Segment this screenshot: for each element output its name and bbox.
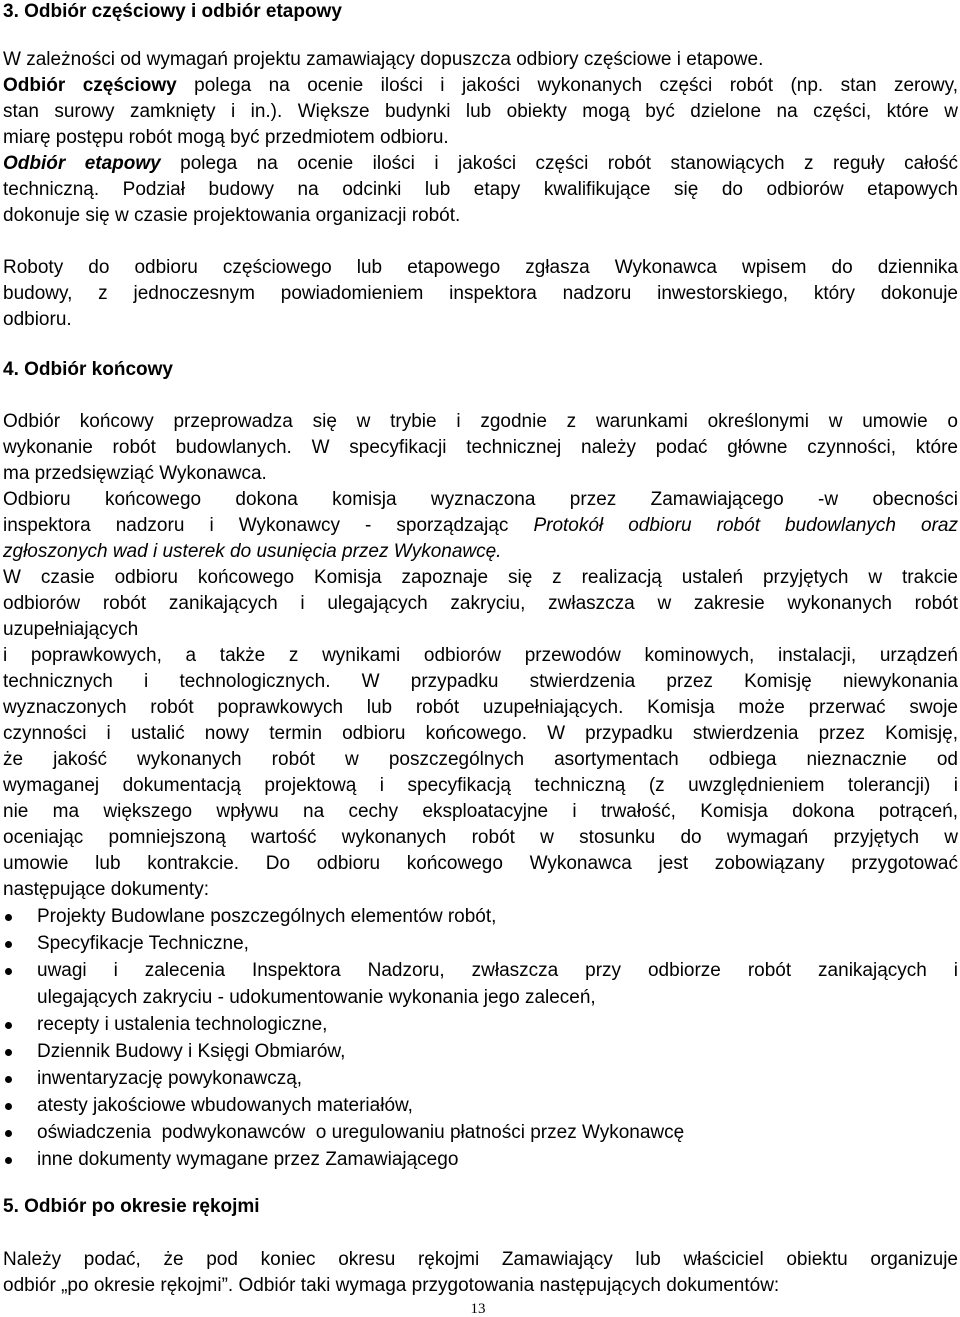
paragraph-line: inspektora nadzoru i Wykonawcy - sporządzając Protokół odbioru robót budowlanych oraz [3,515,958,536]
paragraph-line: odbiorów robót zanikających i ulegających zakryciu, zwłaszcza w zakresie wykonanych robót [3,593,958,614]
bullet-icon [5,914,12,921]
list-item: inwentaryzację powykonawczą, [3,1065,958,1092]
paragraph-line: Należy podać, że pod koniec okresu rękojmi Zamawiający lub właściciel obiektu organizuje [3,1249,958,1270]
paragraph-line: technicznych i technologicznych. W przypadku stwierdzenia przez Komisję niewykonania [3,671,958,692]
bullet-icon [5,968,12,975]
section-heading-3: 3. Odbiór częściowy i odbiór etapowy [3,1,342,22]
section-heading-4: 4. Odbiór końcowy [3,359,173,380]
document-page [3,0,958,1317]
paragraph-line: wykonanie robót budowlanych. W specyfikacji technicznej należy podać główne czynności, które [3,437,958,458]
paragraph-line: odbiór „po okresie rękojmi”. Odbiór taki wymaga przygotowania następujących dokumentów: [3,1275,780,1296]
protocol-title: Protokół odbioru robót budowlanych oraz [533,515,958,536]
list-item: atesty jakościowe wbudowanych materiałów, [3,1092,958,1119]
required-documents-list [3,903,958,1173]
list-item: Dziennik Budowy i Księgi Obmiarów, [3,1038,958,1065]
paragraph-line: Odbiór etapowy polega na ocenie ilości i jakości części robót stanowiących z reguły całość [3,153,958,174]
section-heading-5: 5. Odbiór po okresie rękojmi [3,1196,260,1217]
paragraph-line: budowy, z jednoczesnym powiadomieniem inspektora nadzoru inwestorskiego, który dokonuje [3,283,958,304]
paragraph-line: Odbioru końcowego dokona komisja wyznaczona przez Zamawiającego -w obecności [3,489,958,510]
paragraph-line: Roboty do odbioru częściowego lub etapowego zgłasza Wykonawca wpisem do dziennika [3,257,958,278]
list-item: oświadczenia podwykonawców o uregulowaniu płatności przez Wykonawcę [3,1119,958,1146]
list-item: uwagi i zalecenia Inspektora Nadzoru, zwłaszcza przy odbiorze robót zanikających i ulegających zakryciu - udokumentowanie wykonania jego zaleceń, [3,957,958,1011]
page-number: 13 [470,1301,486,1317]
paragraph-line: zgłoszonych wad i usterek do usunięcia przez Wykonawcę. [3,541,502,562]
bullet-icon [5,1049,12,1056]
paragraph-line: wymaganej dokumentacją projektową i specyfikacją techniczną (z uwzględnieniem tolerancji) i [3,775,958,796]
paragraph-line: uzupełniających [3,619,139,640]
paragraph-line: następujące dokumenty: [3,879,209,900]
paragraph-line: techniczną. Podział budowy na odcinki lub etapy kwalifikujące się do odbiorów etapowych [3,179,958,200]
paragraph-line: ma przedsięwziąć Wykonawca. [3,463,267,484]
paragraph-line: i poprawkowych, a także z wynikami odbiorów przewodów kominowych, instalacji, urządzeń [3,645,958,666]
bullet-icon [5,1103,12,1110]
bullet-icon [5,1022,12,1029]
list-item: recepty i ustalenia technologiczne, [3,1011,958,1038]
paragraph-line: wyznaczonych robót poprawkowych lub robót uzupełniających. Komisja może przerwać swoje [3,697,958,718]
paragraph-line: odbioru. [3,309,72,330]
paragraph-line: czynności i ustalić nowy termin odbioru końcowego. W przypadku stwierdzenia przez Komisję, [3,723,958,744]
paragraph-line: umowie lub kontrakcie. Do odbioru końcowego Wykonawca jest zobowiązany przygotować [3,853,958,874]
paragraph-line: W czasie odbioru końcowego Komisja zapoznaje się z realizacją ustaleń przyjętych w trakcie [3,567,958,588]
paragraph-line: Odbiór częściowy polega na ocenie ilości i jakości wykonanych części robót (np. stan zerowy, [3,75,959,96]
paragraph-line: oceniając pomniejszoną wartość wykonanych robót w stosunku do wymagań przyjętych w [3,827,958,848]
paragraph-line: nie ma większego wpływu na cechy eksploatacyjne i trwałość, Komisja dokona potrąceń, [3,801,958,822]
bullet-icon [5,941,12,948]
bullet-icon [5,1076,12,1083]
list-item: inne dokumenty wymagane przez Zamawiającego [3,1146,958,1173]
list-item: Specyfikacje Techniczne, [3,930,958,957]
bullet-icon [5,1157,12,1164]
list-item: Projekty Budowlane poszczególnych elementów robót, [3,903,958,930]
paragraph-line: że jakość wykonanych robót w poszczególnych asortymentach odbiega nieznacznie od [3,749,958,770]
paragraph-line: Odbiór końcowy przeprowadza się w trybie i zgodnie z warunkami określonymi w umowie o [3,411,958,432]
paragraph-line: dokonuje się w czasie projektowania organizacji robót. [3,205,461,226]
paragraph-line: miarę postępu robót mogą być przedmiotem odbioru. [3,127,449,148]
term-stage-acceptance: Odbiór etapowy [3,153,161,174]
term-partial-acceptance: Odbiór częściowy [3,75,177,96]
bullet-icon [5,1130,12,1137]
paragraph-line: W zależności od wymagań projektu zamawiający dopuszcza odbiory częściowe i etapowe. [3,49,764,70]
paragraph-line: stan surowy zamknięty i in.). Większe budynki lub obiekty mogą być dzielone na części, które w [3,101,958,122]
